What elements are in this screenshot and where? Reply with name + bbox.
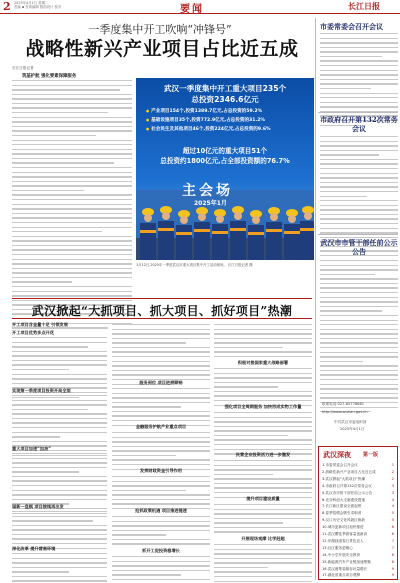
contents-item[interactable]	[322, 525, 396, 530]
masthead-logo: 长江日报	[348, 1, 380, 11]
subhead: 实现第一季度项目投资开局全面	[12, 388, 71, 393]
subhead: 深化改革 提升营商环境	[12, 546, 56, 551]
notice-title: 武汉市市管干部任前公示公告	[320, 238, 398, 256]
contents-item-label: 6.光谷科创大走廊建设提速	[322, 497, 365, 502]
infographic-sub-1: 超过10亿元的重大项目51个	[182, 147, 268, 155]
contents-item[interactable]	[322, 484, 396, 489]
article-body	[112, 556, 210, 583]
page-header	[0, 0, 400, 14]
subhead: 开工项目含金量十足 引领发展	[12, 322, 68, 327]
contents-item-page: 7	[391, 538, 394, 543]
lead-headline: 战略性新兴产业项目占比近五成	[25, 38, 299, 60]
investment-infographic	[136, 78, 314, 260]
infographic-sub-2: 总投资约1800亿元,占全部投资额的76.7%	[160, 157, 290, 165]
contents-item-label: 9.汉口历史文化风貌区焕新	[322, 518, 365, 523]
contents-item-page: 7	[391, 545, 394, 550]
notice-date: 2025年4月1日	[340, 427, 365, 431]
contents-item-label: 17.湖北省重点项目观摩	[322, 573, 361, 578]
notice-organization: 中共武汉市委组织部	[334, 420, 367, 424]
lead-kicker: 筑基护航 强化要素保障服务	[22, 74, 77, 79]
divider	[318, 234, 398, 235]
infographic-total: 总投资2346.6亿元	[191, 95, 259, 104]
contents-item-page: 1	[391, 463, 394, 467]
subhead: 服务到位 项目进展顺畅	[139, 380, 183, 385]
contents-item-page: 5	[391, 518, 394, 523]
contents-item[interactable]	[322, 491, 396, 496]
lead-byline: 长江日报记者	[12, 66, 34, 70]
notice-contact: 联系电话:027-85778881	[322, 402, 365, 406]
contents-item-label: 8.春季招聘会吸引求职者	[322, 511, 362, 516]
article-body	[214, 544, 312, 583]
contents-item-label: 15.新能源汽车产业链加速集聚	[322, 559, 371, 564]
contents-item-label: 11.武汉樱花季游客量创新高	[322, 532, 368, 536]
contents-item-label: 3.武汉掀起“大抓项目”热潮	[322, 476, 366, 481]
contents-item-label: 12.东湖绿道春日景色宜人	[322, 538, 364, 543]
notice-website: http://www.wuhan.gov.cn	[322, 410, 368, 414]
article-body	[214, 412, 312, 458]
article-body	[112, 516, 210, 548]
column-divider	[315, 18, 316, 580]
contents-item-label: 7.长江新区建设全面起势	[322, 504, 362, 509]
contents-item-page: 3	[391, 490, 394, 495]
section-title: 要闻	[180, 4, 204, 15]
contents-item-label: 1.市委常委会召开会议	[322, 463, 358, 467]
contents-item[interactable]	[322, 498, 396, 503]
contents-item-page: 6	[391, 525, 394, 530]
contents-item-page: 4	[391, 504, 394, 509]
article-body	[214, 504, 312, 536]
photo-caption: 1月12日,2025年一季度武汉市重大项目集中开工活动现场。 长江日报记者 摄	[136, 263, 253, 267]
contents-item-page: 8	[391, 559, 394, 564]
infographic-year: 2025年1月	[194, 200, 227, 207]
contents-item[interactable]	[322, 463, 396, 468]
right-story-title-1: 市委常委会召开会议	[320, 22, 383, 31]
divider	[318, 112, 398, 113]
contents-item[interactable]	[322, 573, 396, 578]
contents-item-page: 2	[391, 476, 394, 481]
contents-item[interactable]	[322, 560, 396, 565]
contents-item-label: 16.武汉港集装箱吞吐量增长	[322, 566, 368, 571]
subhead: 抓开工促投资稳增长	[142, 548, 180, 553]
contents-item[interactable]	[322, 567, 396, 572]
contents-item-label: 2.战略性新兴产业项目占比近五成	[322, 469, 376, 474]
contents-item-page: 2	[391, 469, 394, 474]
second-headline: 武汉掀起“大抓项目、抓大项目、抓好项目”热潮	[31, 304, 293, 318]
article-body	[214, 324, 312, 361]
contents-item-page: 8	[391, 552, 394, 557]
contents-section: 第一版	[363, 452, 379, 458]
subhead: 提升项目建设质量	[246, 496, 280, 501]
contents-item-page: 4	[391, 497, 394, 502]
contents-item-page: 9	[391, 573, 394, 578]
contents-item-page: 3	[391, 483, 394, 488]
right-story-title-2: 市政府召开第132次常务会议	[320, 115, 398, 133]
article-body	[112, 324, 210, 388]
contents-item-page: 5	[391, 511, 394, 516]
contents-item-label: 13.社区服务更暖心	[322, 545, 353, 550]
subhead: 谋新一盘棋 项目接续再出发	[12, 504, 64, 509]
infographic-bullet: ● 产业项目154个,投资1389.7亿元,占总投资的59.2%	[146, 108, 262, 114]
lead-subtitle: 一季度集中开工吹响“冲锋号”	[88, 23, 232, 36]
infographic-bullet: ● 基础设施项目35个,投资772.9亿元,占总投资的31.2%	[146, 117, 265, 123]
contents-item-page: 6	[391, 532, 394, 536]
subhead: 重大项目加速“加油”	[12, 446, 52, 451]
contents-item[interactable]	[322, 518, 396, 523]
contents-item-page: 9	[391, 566, 394, 571]
contents-item[interactable]	[322, 511, 396, 516]
contents-item-label: 5.武汉市市管干部任前公示公告	[322, 490, 373, 495]
contents-brand: 武汉深夜	[323, 450, 351, 459]
subhead: 积极对接国家重大战略部署	[237, 360, 289, 365]
subhead: 民营企业投资活力进一步激发	[235, 452, 291, 457]
infographic-banner: 主会场	[182, 183, 233, 199]
contents-box	[318, 446, 398, 580]
infographic-bullet: ● 社会民生及其他项目46个,投资224亿元,占总投资的9.6%	[146, 126, 271, 132]
contents-item[interactable]	[322, 504, 396, 509]
contents-item-label: 14.中小学开展安全教育	[322, 552, 361, 557]
contents-item[interactable]	[322, 477, 396, 482]
subhead: 发挥财政资金引导作用	[140, 468, 182, 473]
header-date: 2025年4月1日 星期二 责编 ▪ 首席编辑 版面设计 校对	[14, 1, 62, 9]
subhead: 抢抓政策机遇 项目推进提速	[135, 508, 187, 513]
article-body	[12, 553, 107, 583]
contents-item[interactable]	[322, 553, 396, 558]
contents-item-label: 10.城市更新项目加快推进	[322, 525, 364, 530]
contents-item[interactable]	[322, 546, 396, 551]
infographic-headline: 武汉一季度集中开工重大项目235个	[163, 84, 287, 93]
lead-article-body	[12, 80, 132, 332]
page-number: 2	[3, 0, 11, 13]
subhead: 开工项目优势多点开花	[12, 330, 54, 335]
contents-item[interactable]	[322, 470, 396, 475]
subhead: 开展现场观摩 比学赶超	[241, 536, 285, 541]
contents-item-label: 4.市政府召开第132次常务会议	[322, 483, 372, 488]
subhead: 金融服务护航产业重点项目	[135, 424, 187, 429]
contents-item[interactable]	[322, 532, 396, 537]
subhead: 强化项目全周期服务 加快形成实物工作量	[224, 404, 302, 409]
notice-body	[320, 260, 398, 416]
divider	[12, 298, 312, 299]
divider	[12, 318, 312, 319]
contents-item[interactable]	[322, 539, 396, 544]
